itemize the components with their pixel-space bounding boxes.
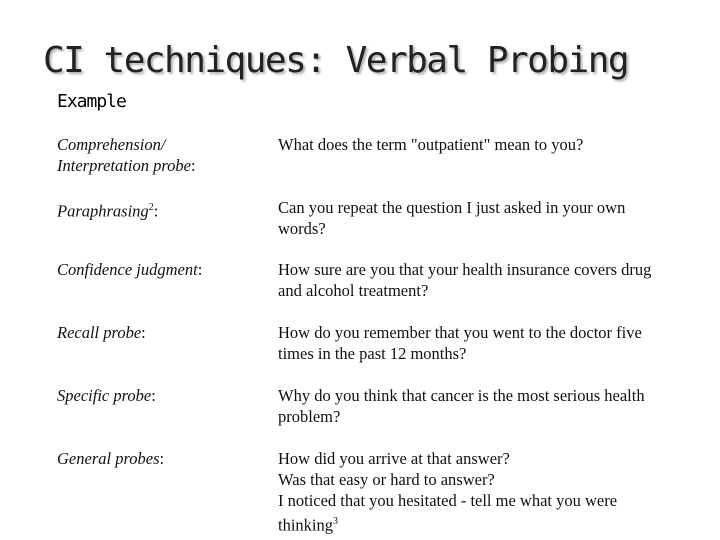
probe-label [57,385,267,406]
probe-question-line: Was that easy or hard to answer? [278,470,495,489]
slide-title: CI techniques: Verbal Probing [43,40,629,81]
probe-label-line: Comprehension/ [57,135,166,154]
probe-label [57,448,267,469]
probe-question [278,385,698,427]
probe-label [57,134,267,176]
probe-label-colon: : [153,201,159,221]
probe-question-line: How did you arrive at that answer? [278,449,510,468]
probe-label-line: Confidence judgment [57,260,198,279]
probe-question-line: Why do you think that cancer is the most serious health [278,386,645,405]
probe-question-line: I noticed that you hesitated - tell me what you were [278,491,618,510]
probe-label [57,322,267,343]
probe-question [278,197,698,239]
probe-question-line: How sure are you that your health insurance covers drug [278,260,652,279]
probe-label-colon: : [197,260,203,279]
slide-subtitle: Example [57,91,126,112]
probe-question [278,259,698,301]
probe-label-line: Recall probe [57,323,142,342]
probe-label-colon: : [151,386,156,405]
probe-question [278,134,698,155]
probe-question-line: What does the term "outpatient" mean to you? [278,135,584,154]
probe-label-colon: : [141,323,146,342]
probe-label [57,197,267,222]
probe-question-line: problem? [278,407,341,426]
probe-label-line: General probes [57,449,160,468]
probe-question-footnote: 3 [333,516,339,527]
probe-label-colon: : [190,156,196,175]
probe-label-line: Paraphrasing [57,201,149,221]
probe-question [278,322,698,364]
probe-question [278,448,698,536]
probe-label-footnote: 2 [148,202,154,213]
probe-question-line: Can you repeat the question I just asked in your own [278,198,626,217]
probe-label [57,259,267,280]
probe-label-line: Interpretation probe [57,156,191,175]
probe-question-line: and alcohol treatment? [278,281,429,300]
probe-question-line: times in the past 12 months? [278,344,467,363]
probe-label-colon: : [159,449,165,468]
probe-question-line: How do you remember that you went to the doctor five [278,323,642,342]
probe-label-line: Specific probe [57,386,152,405]
probe-question-line: words? [278,219,326,238]
probe-question-line: thinking [278,515,334,535]
